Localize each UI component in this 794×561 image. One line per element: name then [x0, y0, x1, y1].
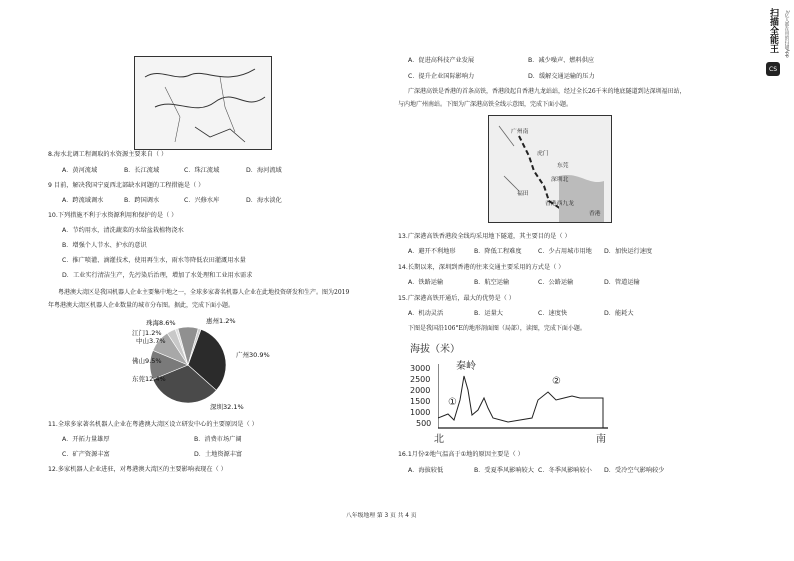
intro-line: 与内地广州南站。下图为广深港高铁全线示意图，完成下面小题。 — [398, 101, 573, 108]
station-label: 深圳北 — [551, 177, 569, 183]
pie-label-中山: 中山3.7% — [136, 337, 166, 345]
profile-ylabel: 海拔（米） — [410, 344, 460, 355]
profile-north: 北 — [434, 434, 444, 445]
rail-route-map — [488, 115, 612, 223]
q10-option[interactable]: C．推广喷灌、滴灌技术，使用再生水，雨水等降低农田灌溉用水量 — [62, 257, 246, 264]
q9-option[interactable]: D．海水淡化 — [246, 197, 282, 204]
q8-option[interactable]: B．长江流域 — [124, 167, 160, 174]
q16-option[interactable]: A．海拔较低 — [408, 467, 444, 474]
q10-option[interactable]: D．工业实行清洁生产，先污染后治理，增加了水处理和工业用水需求 — [62, 272, 253, 279]
q10-stem: 10.下列措施不利于水资源利用和保护的是（ ） — [48, 212, 178, 219]
scanner-subtitle: 3亿人都在用的扫描App — [784, 10, 789, 58]
q11-option[interactable]: A．开拓力量雄厚 — [62, 436, 110, 443]
pie-label-东莞: 东莞12.4% — [132, 375, 166, 383]
station-label: 香港西九龙 — [545, 201, 574, 207]
q13-stem: 13.广深港高铁香港段全线均采用地下隧道，其主要目的是（ ） — [398, 233, 571, 240]
q9-option[interactable]: A．跨流域调水 — [62, 197, 104, 204]
q9-option[interactable]: C．兴修水库 — [184, 197, 220, 204]
q16-stem: 16.1月份②地气温高于①地的原因主要是（ ） — [398, 451, 524, 458]
intro-line: 粤港澳大湾区是我国机器人企业主要集中地之一，全球多家著名机器人企业在此地投资研发和生产。图为2019 — [58, 289, 350, 296]
profile-peak-label: 秦岭 — [456, 361, 476, 372]
pie-label-广州: 广州30.9% — [236, 351, 270, 359]
q14-stem: 14.长期以来，深圳到香港的往来交通主要采用的方式是（ ） — [398, 264, 565, 271]
station-label: 虎门 — [537, 151, 549, 157]
q12-option[interactable]: B．减少噪声、燃料供应 — [528, 57, 595, 64]
q11-stem: 11.全球多家著名机器人企业在粤港澳大湾区设立研发中心的主要原因是（ ） — [48, 421, 258, 428]
q11-option[interactable]: D．土地资源丰富 — [194, 451, 243, 458]
q15-option[interactable]: A．机动灵活 — [408, 310, 444, 317]
q12-option[interactable]: A．促进高科技产业发展 — [408, 57, 475, 64]
pie-label-江门: 江门1.2% — [132, 329, 162, 337]
pie-label-珠海: 珠海8.6% — [146, 319, 176, 327]
scanner-brand: 扫描全能王 — [768, 8, 778, 53]
q14-option[interactable]: C．公路运输 — [538, 279, 574, 286]
intro-line: 年粤港澳大湾区机器人企业数量的城市分布图。据此，完成下面小题。 — [48, 302, 235, 309]
q12-option[interactable]: C．提升企业国际影响力 — [408, 73, 475, 80]
profile-south: 南 — [596, 434, 606, 445]
q14-option[interactable]: D．管道运输 — [604, 279, 640, 286]
china-river-map — [134, 56, 272, 150]
pie-label-佛山: 佛山9.5% — [132, 357, 162, 365]
profile-tick: 1000 — [410, 408, 431, 417]
q15-option[interactable]: D．能耗大 — [604, 310, 634, 317]
profile-tick: 500 — [416, 419, 432, 428]
q9-option[interactable]: B．跨国调水 — [124, 197, 160, 204]
profile-intro: 下图是我国沿106°E的地形剖面图（局部），读图，完成下面小题。 — [408, 325, 586, 332]
q15-option[interactable]: C．速度快 — [538, 310, 568, 317]
q8-option[interactable]: A．黄河流域 — [62, 167, 98, 174]
profile-tick: 1500 — [410, 397, 431, 406]
profile-tick: 2500 — [410, 375, 431, 384]
q16-option[interactable]: C．冬季风影响较小 — [538, 467, 592, 474]
q13-option[interactable]: B．降低工程难度 — [474, 248, 522, 255]
profile-tick: 2000 — [410, 386, 431, 395]
q16-option[interactable]: B．受夏季风影响较大 — [474, 467, 534, 474]
q9-stem: 9 目前，解决我国宁夏西北部缺水问题的工程措施是（ ） — [48, 182, 205, 189]
profile-mark: ② — [552, 376, 561, 387]
q13-option[interactable]: A．避开不利地形 — [408, 248, 456, 255]
q12-option[interactable]: D．缓解交通运输的压力 — [528, 73, 595, 80]
q15-option[interactable]: B．运量大 — [474, 310, 503, 317]
q8-option[interactable]: C．珠江流域 — [184, 167, 220, 174]
profile-tick: 3000 — [410, 364, 431, 373]
station-label: 香港 — [589, 211, 601, 217]
pie-label-惠州: 惠州1.2% — [206, 317, 236, 325]
q14-option[interactable]: B．航空运输 — [474, 279, 510, 286]
profile-mark: ① — [448, 397, 457, 408]
q16-option[interactable]: D．受冷空气影响较少 — [604, 467, 665, 474]
q10-option[interactable]: A．节约用水，清洗蔬菜的水给盆栽植物浇水 — [62, 227, 184, 234]
q13-option[interactable]: D．加快运行速度 — [604, 248, 653, 255]
q12-stem: 12.多家机器人企业进驻，对粤港澳大湾区的主要影响表现在（ ） — [48, 466, 227, 473]
q14-option[interactable]: A．铁路运输 — [408, 279, 444, 286]
station-label: 广州南 — [511, 129, 529, 135]
q13-option[interactable]: C．少占用城市用地 — [538, 248, 592, 255]
q15-stem: 15.广深港高铁开通后，最大的优势是（ ） — [398, 295, 515, 302]
map-drawing — [135, 57, 271, 149]
page-footer: 八年级地理 第 3 页 共 4 页 — [346, 513, 417, 519]
q8-option[interactable]: D．海河流域 — [246, 167, 282, 174]
station-label: 福田 — [517, 191, 529, 197]
robot-company-pie-chart — [128, 315, 278, 415]
station-label: 东莞 — [557, 163, 569, 169]
q11-option[interactable]: B．消费市场广阔 — [194, 436, 242, 443]
intro-line: 广深港高铁是香港的首条高铁，香港段起自香港九龙站站，经过全长26千米的地底隧道到达深圳福田站， — [408, 88, 686, 95]
q11-option[interactable]: C．矿产资源丰富 — [62, 451, 110, 458]
q8-stem: 8.海水北调工程调取的水资源主要来自（ ） — [48, 151, 168, 158]
pie-label-深圳: 深圳32.1% — [210, 403, 244, 411]
camscanner-logo: CS — [766, 62, 780, 76]
q10-option[interactable]: B．增强个人节水、护水的意识 — [62, 242, 147, 249]
